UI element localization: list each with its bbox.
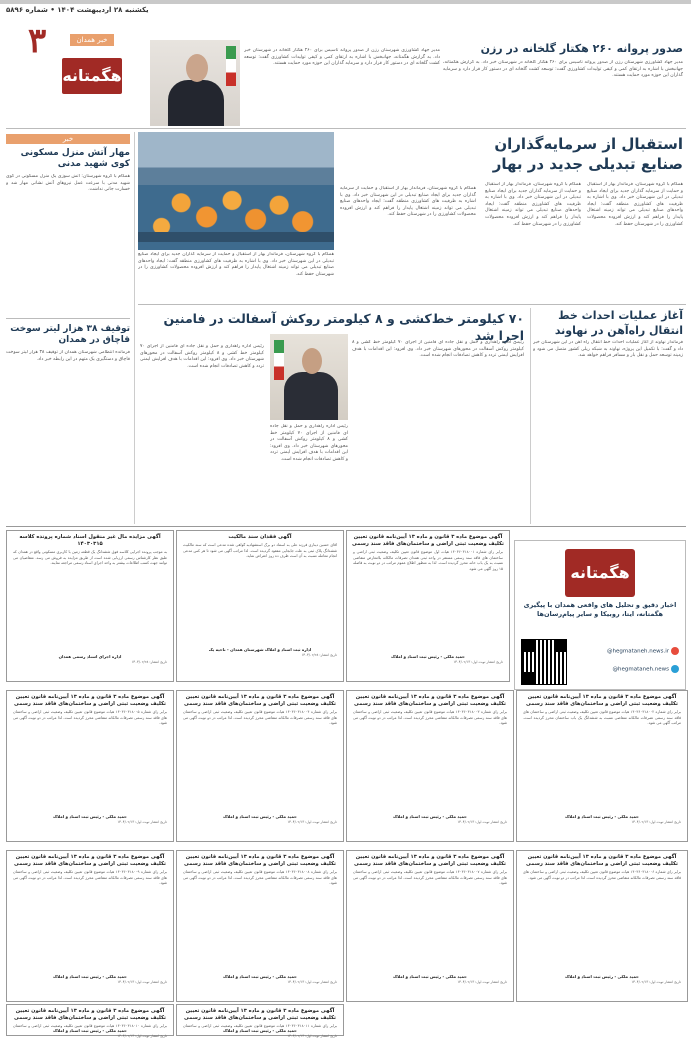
- ad-signature: حمید ملکی - رئیس ثبت اسناد و املاک: [393, 974, 467, 979]
- ad-body: برابر رأی شماره ۱۴۰۳۶۰۳۱۸۰۰۱ هیأت اول موضوع قانون تعیین تکلیف وضعیت ثبتی اراضی و ساختمان های فاقد سند رسمی مستقر در واحد ثبتی همدان تصرفات مالکانه بلامعارض متقاضی نسبت به یک باب خانه محرز گردیده است. لذا به منظور اطلاع عموم مراتب در دو نوبت به فاصله ۱۵ روز آگهی می شود.: [353, 550, 503, 571]
- story2-body-col1: همگام با گروه شهرستان، فرماندار بهار از استقبال و حمایت از سرمایه گذاران جدید برای ایجاد صنایع تبدیلی در این شهرستان خبر داد. وی با اشاره به ظرفیت های کشاورزی منطقه گفت: ایجاد واحدهای صنایع تبدیلی می تواند زمینه اشتغال پایدار را فراهم کند و ارزش افزوده محصولات کشاورزی را در شهرستان حفظ کند.: [587, 182, 683, 227]
- ad-signature: اداره ثبت اسناد و املاک شهرستان همدان - ناحیه یک: [208, 647, 312, 652]
- column-divider: [134, 132, 135, 524]
- ad-body: برابر رأی شماره ۱۴۰۳۶۰۳۱۸۰۰۹ هیأت موضوع قانون تعیین تکلیف وضعیت ثبتی اراضی و ساختمان های فاقد سند رسمی تصرفات مالکانه متقاضی محرز گردیده است. لذا مراتب در دو نوبت آگهی می شود.: [13, 870, 167, 886]
- divider: [138, 304, 686, 305]
- ad-box: [346, 530, 510, 682]
- ad-box: [176, 850, 344, 1002]
- ad-title: آگهی موضوع ماده ۳ قانون و ماده ۱۳ آیین‌نامه قانون تعیین تکلیف وضعیت ثبتی اراضی و ساختمان‌های فاقد سند رسمی: [14, 694, 166, 707]
- story2-headline: استقبال از سرمایه‌گذاران صنایع تبدیلی جدید در بهار: [492, 135, 683, 173]
- ad-title: آگهی فقدان سند مالکیت: [228, 534, 292, 540]
- promo-text: اخبار دقیق و تحلیل های واقعی همدان با پیگیری هگمتانه، ایتا، روبیکا و سایر پیام‌رسان‌ها: [523, 601, 677, 618]
- section-label: خبر همدان: [70, 34, 114, 46]
- ad-box: [6, 690, 174, 842]
- ad-title: آگهی موضوع ماده ۳ قانون و ماده ۱۳ آیین‌نامه قانون تعیین تکلیف وضعیت ثبتی اراضی و ساختمان‌های فاقد سند رسمی: [526, 854, 678, 867]
- ad-title: آگهی موضوع ماده ۳ قانون و ماده ۱۳ آیین‌نامه قانون تعیین تکلیف وضعیت ثبتی اراضی و ساختمان‌های فاقد سند رسمی: [14, 1008, 166, 1021]
- official-portrait-photo: [150, 40, 240, 126]
- ad-signature: حمید ملکی - رئیس ثبت اسناد و املاک: [565, 814, 639, 819]
- ad-body: برابر رأی شماره ۱۴۰۳۶۰۳۱۸۰۰۳ هیأت موضوع قانون تعیین تکلیف وضعیت ثبتی اراضی و ساختمان های فاقد سند رسمی تصرفات مالکانه متقاضی محرز گردیده است. لذا مراتب در دو نوبت آگهی می شود.: [353, 710, 507, 726]
- ad-box: [6, 850, 174, 1002]
- channel-icon: [671, 665, 679, 673]
- ad-body: برابر رأی شماره ۱۴۰۳۶۰۳۱۸۰۰۲ هیأت موضوع قانون تعیین تکلیف وضعیت ثبتی اراضی و ساختمان های فاقد سند رسمی تصرفات مالکانه متقاضی نسبت به ششدانگ یک باب ساختمان محرز گردیده است. مراتب آگهی می شود.: [523, 710, 681, 726]
- globe-icon: [671, 647, 679, 655]
- story2-caption-text: همگام با گروه شهرستان، فرماندار بهار از استقبال و حمایت از سرمایه گذاران جدید برای ایجاد صنایع تبدیلی در این شهرستان خبر داد. وی با اشاره به ظرفیت های کشاورزی منطقه گفت: ایجاد واحدهای صنایع تبدیلی می تواند زمینه اشتغال پایدار را فراهم کند و ارزش افزوده محصولات کشاورزی را در شهرستان حفظ کند.: [138, 252, 334, 277]
- ad-body: برابر رأی شماره ۱۴۰۳۶۰۳۱۸۰۰۶ هیأت موضوع قانون تعیین تکلیف وضعیت ثبتی اراضی و ساختمان های فاقد سند رسمی تصرفات مالکانه متقاضی محرز گردیده است. لذا مراتب در دو نوبت آگهی می شود.: [523, 870, 681, 880]
- ad-box: [516, 850, 688, 1002]
- ad-date: تاریخ انتشار نوبت اول: ۱۴۰۴/۰۲/۱۳: [117, 980, 167, 984]
- qr-code-icon: [521, 639, 567, 685]
- ad-title: آگهی موضوع ماده ۳ قانون و ماده ۱۳ آیین‌نامه قانون تعیین تکلیف وضعیت ثبتی اراضی و ساختمان‌های فاقد سند رسمی: [352, 534, 504, 547]
- newspaper-logo: هگمتانه: [62, 58, 122, 94]
- story2-body-col2: همگام با گروه شهرستان، فرماندار بهار از استقبال و حمایت از سرمایه گذاران جدید برای ایجاد صنایع تبدیلی در این شهرستان خبر داد. وی با اشاره به ظرفیت های کشاورزی منطقه گفت: ایجاد واحدهای صنایع تبدیلی می تواند زمینه اشتغال پایدار را فراهم کند و ارزش افزوده محصولات کشاورزی را در شهرستان حفظ کند.: [485, 182, 581, 227]
- sidebar-item1-headline: مهار آتش منزل مسکونی کوی شهید مدنی: [20, 148, 130, 169]
- ad-date: تاریخ انتشار نوبت اول: ۱۴۰۴/۰۲/۱۳: [457, 820, 507, 824]
- divider: [6, 526, 686, 527]
- ad-body: برابر رأی شماره ۱۴۰۳۶۰۳۱۸۰۰۵ هیأت موضوع قانون تعیین تکلیف وضعیت ثبتی اراضی و ساختمان های فاقد سند رسمی تصرفات مالکانه متقاضی محرز گردیده است. لذا مراتب در دو نوبت آگهی می شود.: [13, 710, 167, 726]
- site-link[interactable]: @hegmataneh.news.ir: [607, 647, 679, 655]
- ad-title: آگهی موضوع ماده ۳ قانون و ماده ۱۳ آیین‌نامه قانون تعیین تکلیف وضعیت ثبتی اراضی و ساختمان‌های فاقد سند رسمی: [354, 854, 506, 867]
- ad-signature: حمید ملکی - رئیس ثبت اسناد و املاک: [565, 974, 639, 979]
- page-number: ۳: [28, 21, 47, 61]
- ad-date: تاریخ انتشار: ۱۴۰۴/۰۲/۲۸: [301, 653, 337, 657]
- orange-factory-photo: [138, 132, 334, 250]
- ad-date: تاریخ انتشار نوبت اول: ۱۴۰۴/۰۲/۱۳: [117, 820, 167, 824]
- ad-box: [346, 850, 514, 1002]
- ad-date: تاریخ انتشار نوبت اول: ۱۴۰۴/۰۲/۱۳: [287, 820, 337, 824]
- story3-headline: آغاز عملیات احداث خط انتقال راه‌آهن در نهاوند: [554, 309, 683, 337]
- divider: [6, 318, 130, 319]
- ad-box: [346, 690, 514, 842]
- ad-box: [6, 1004, 174, 1036]
- story4-headline: ۷۰ کیلومتر خط‌کشی و ۸ کیلومتر روکش آسفالت در فامنین اجرا شد: [163, 311, 524, 343]
- ad-body: برابر رأی شماره ۱۴۰۳۶۰۳۱۸۰۱۰ هیأت موضوع قانون تعیین تکلیف وضعیت ثبتی اراضی و ساختمان: [13, 1024, 167, 1028]
- story4-body-col1: رئیس اداره راهداری و حمل و نقل جاده ای فامنین از اجرای ۷۰ کیلومتر خط کشی و ۸ کیلومتر روکش آسفالت در محورهای شهرستان خبر داد. وی افزود: این اقدامات با هدف افزایش ایمنی تردد و کاهش تصادفات انجام شده است.: [140, 344, 264, 369]
- story3-body: فرماندار نهاوند از آغاز عملیات احداث خط انتقال راه آهن در این شهرستان خبر داد و گفت: با تکمیل این پروژه، نهاوند به شبکه ریلی کشور متصل می شود و زمینه توسعه حمل و نقل بار و مسافر فراهم خواهد شد.: [533, 340, 683, 359]
- ad-title: آگهی موضوع ماده ۳ قانون و ماده ۱۳ آیین‌نامه قانون تعیین تکلیف وضعیت ثبتی اراضی و ساختمان‌های فاقد سند رسمی: [184, 854, 336, 867]
- story1-headline: صدور پروانه ۲۶۰ هکتار گلخانه در رزن: [480, 42, 683, 55]
- ad-body: برابر رأی شماره ۱۴۰۳۶۰۳۱۸۰۰۷ هیأت موضوع قانون تعیین تکلیف وضعیت ثبتی اراضی و ساختمان های فاقد سند رسمی تصرفات مالکانه متقاضی محرز گردیده است. لذا مراتب در دو نوبت آگهی می شود.: [353, 870, 507, 886]
- ad-box: [516, 690, 688, 842]
- promo-box: [514, 540, 686, 690]
- ad-date: تاریخ انتشار: ۱۴۰۴/۰۲/۲۸: [131, 660, 167, 664]
- ad-body: برابر رأی شماره ۱۴۰۳۶۰۳۱۸۰۰۸ هیأت موضوع قانون تعیین تکلیف وضعیت ثبتی اراضی و ساختمان های فاقد سند رسمی تصرفات مالکانه متقاضی محرز گردیده است. لذا مراتب در دو نوبت آگهی می شود.: [183, 870, 337, 886]
- flag-icon: [226, 46, 236, 86]
- ad-box: [176, 690, 344, 842]
- column-divider: [530, 308, 531, 524]
- ad-signature: حمید ملکی - رئیس ثبت اسناد و املاک: [223, 974, 297, 979]
- flag-icon: [274, 340, 284, 380]
- ad-date: تاریخ انتشار نوبت اول: ۱۴۰۴/۰۲/۱۳: [117, 1034, 167, 1038]
- ad-signature: حمید ملکی - رئیس ثبت اسناد و املاک: [53, 1028, 127, 1033]
- issue-line: یکشنبه ۲۸ اردیبهشت ۱۴۰۴ • شماره ۵۸۹۶: [6, 6, 149, 14]
- ad-date: تاریخ انتشار نوبت اول: ۱۴۰۴/۰۲/۱۳: [287, 980, 337, 984]
- ad-signature: حمید ملکی - رئیس ثبت اسناد و املاک: [391, 654, 465, 659]
- ad-body: برابر رأی شماره ۱۴۰۳۶۰۳۱۸۰۰۴ هیأت موضوع قانون تعیین تکلیف وضعیت ثبتی اراضی و ساختمان های فاقد سند رسمی تصرفات مالکانه متقاضی محرز گردیده است. لذا مراتب در دو نوبت آگهی می شود.: [183, 710, 337, 726]
- ad-date: تاریخ انتشار نوبت اول: ۱۴۰۴/۰۲/۱۳: [287, 1034, 337, 1038]
- ad-date: تاریخ انتشار نوبت اول: ۱۴۰۴/۰۲/۱۳: [631, 820, 681, 824]
- ad-title: آگهی موضوع ماده ۳ قانون و ماده ۱۳ آیین‌نامه قانون تعیین تکلیف وضعیت ثبتی اراضی و ساختمان‌های فاقد سند رسمی: [354, 694, 506, 707]
- ad-body: برابر رأی شماره ۱۴۰۳۶۰۳۱۸۰۱۱ هیأت موضوع قانون تعیین تکلیف وضعیت ثبتی اراضی و ساختمان: [183, 1024, 337, 1028]
- promo-logo: هگمتانه: [565, 549, 635, 597]
- ad-title: آگهی موضوع ماده ۳ قانون و ماده ۱۳ آیین‌نامه قانون تعیین تکلیف وضعیت ثبتی اراضی و ساختمان‌های فاقد سند رسمی: [526, 694, 678, 707]
- official-photo: [270, 334, 348, 420]
- sidebar-tag: خبر: [6, 134, 130, 144]
- ad-body: آقای حسین دیناری فرزند علی به استناد دو برگ استشهادیه گواهی شده مدعی است که سند مالکیت ششدانگ پلاک ثبتی به علت جابجایی مفقود گردیده است. لذا مراتب آگهی می شود تا هر کس مدعی انجام معامله نسبت به آن است ظرف ده روز اعتراض نماید.: [183, 543, 337, 559]
- ad-box: [6, 530, 174, 682]
- ad-date: تاریخ انتشار نوبت اول: ۱۴۰۴/۰۲/۱۳: [453, 660, 503, 664]
- ad-signature: حمید ملکی - رئیس ثبت اسناد و املاک: [53, 814, 127, 819]
- ad-title: آگهی موضوع ماده ۳ قانون و ماده ۱۳ آیین‌نامه قانون تعیین تکلیف وضعیت ثبتی اراضی و ساختمان‌های فاقد سند رسمی: [14, 854, 166, 867]
- story1-body-continued: مدیر جهاد کشاورزی شهرستان رزن از صدور پروانه تاسیس برای ۲۶۰ هکتار گلخانه در شهرستان خبر داد. به گزارش هگمتانه، جهانبخش با اشاره به ارتقای کمی و کیفی تولیدات کشاورزی گفت: توسعه کشت گلخانه ای در دستور کار قرار دارد و سرمایه گذاران این حوزه مورد حمایت هستند.: [244, 48, 440, 67]
- story2-body-col3: همگام با گروه شهرستان، فرماندار بهار از استقبال و حمایت از سرمایه گذاران جدید برای ایجاد صنایع تبدیلی در این شهرستان خبر داد. وی با اشاره به ظرفیت های کشاورزی منطقه گفت: ایجاد واحدهای صنایع تبدیلی می تواند زمینه اشتغال پایدار را فراهم کند و ارزش افزوده محصولات کشاورزی را در شهرستان حفظ کند.: [340, 186, 476, 218]
- channel-link[interactable]: @hegmataneh.news: [613, 665, 679, 673]
- ad-box: [176, 1004, 344, 1036]
- ad-date: تاریخ انتشار نوبت اول: ۱۴۰۴/۰۲/۱۳: [631, 980, 681, 984]
- divider: [6, 128, 686, 129]
- top-rule: [0, 0, 691, 4]
- sidebar-item2-headline: توقیف ۳۸ هزار لیتر سوخت قاچاق در همدان: [10, 324, 130, 345]
- ad-date: تاریخ انتشار نوبت اول: ۱۴۰۴/۰۲/۱۳: [457, 980, 507, 984]
- ad-body: به موجب پرونده اجرایی کلاسه فوق ششدانگ یک قطعه زمین با کاربری مسکونی واقع در همدان که طبق نظر کارشناس رسمی ارزیابی شده است از طریق مزایده به فروش می رسد. متقاضیان می توانند جهت کسب اطلاعات بیشتر به واحد اجرای اسناد رسمی مراجعه نمایند.: [13, 550, 167, 566]
- story4-body-col3: رئیس اداره راهداری و حمل و نقل جاده ای فامنین از اجرای ۷۰ کیلومتر خط کشی و ۸ کیلومتر روکش آسفالت در محورهای شهرستان خبر داد. وی افزود: این اقدامات با هدف افزایش ایمنی تردد و کاهش تصادفات انجام شده است.: [270, 424, 348, 462]
- ad-signature: حمید ملکی - رئیس ثبت اسناد و املاک: [53, 974, 127, 979]
- sidebar-item1-body: همگام با گروه شهرستان: آتش سوزی یک منزل مسکونی در کوی شهید مدنی با سرعت عمل نیروهای آتش نشانی مهار شد و خسارت جانی نداشت.: [6, 174, 130, 193]
- ad-signature: حمید ملکی - رئیس ثبت اسناد و املاک: [393, 814, 467, 819]
- sidebar-item2-body: فرمانده انتظامی شهرستان همدان از توقیف ۳۸ هزار لیتر سوخت قاچاق و دستگیری یک متهم در این رابطه خبر داد.: [6, 350, 130, 362]
- ad-signature: اداره اجرای اسناد رسمی همدان: [58, 654, 122, 659]
- story1-body: مدیر جهاد کشاورزی شهرستان رزن از صدور پروانه تاسیس برای ۲۶۰ هکتار گلخانه در شهرستان خبر داد. به گزارش هگمتانه، جهانبخش با اشاره به ارتقای کمی و کیفی تولیدات کشاورزی گفت: توسعه کشت گلخانه ای در دستور کار قرار دارد و سرمایه گذاران این حوزه مورد حمایت هستند.: [443, 60, 683, 79]
- ad-title: آگهی موضوع ماده ۳ قانون و ماده ۱۳ آیین‌نامه قانون تعیین تکلیف وضعیت ثبتی اراضی و ساختمان‌های فاقد سند رسمی: [184, 1008, 336, 1021]
- ad-title: آگهی موضوع ماده ۳ قانون و ماده ۱۳ آیین‌نامه قانون تعیین تکلیف وضعیت ثبتی اراضی و ساختمان‌های فاقد سند رسمی: [184, 694, 336, 707]
- ad-title: آگهی مزایده مال غیر منقول اسناد شماره پرونده کلاسه ۱۴۰۳۰۳۱۵: [19, 534, 161, 547]
- ad-box: [176, 530, 344, 682]
- story4-body-col2: رئیس اداره راهداری و حمل و نقل جاده ای فامنین از اجرای ۷۰ کیلومتر خط کشی و ۸ کیلومتر روکش آسفالت در محورهای شهرستان خبر داد. وی افزود: این اقدامات با هدف افزایش ایمنی تردد و کاهش تصادفات انجام شده است.: [352, 340, 524, 359]
- ad-signature: حمید ملکی - رئیس ثبت اسناد و املاک: [223, 814, 297, 819]
- ad-signature: حمید ملکی - رئیس ثبت اسناد و املاک: [223, 1028, 297, 1033]
